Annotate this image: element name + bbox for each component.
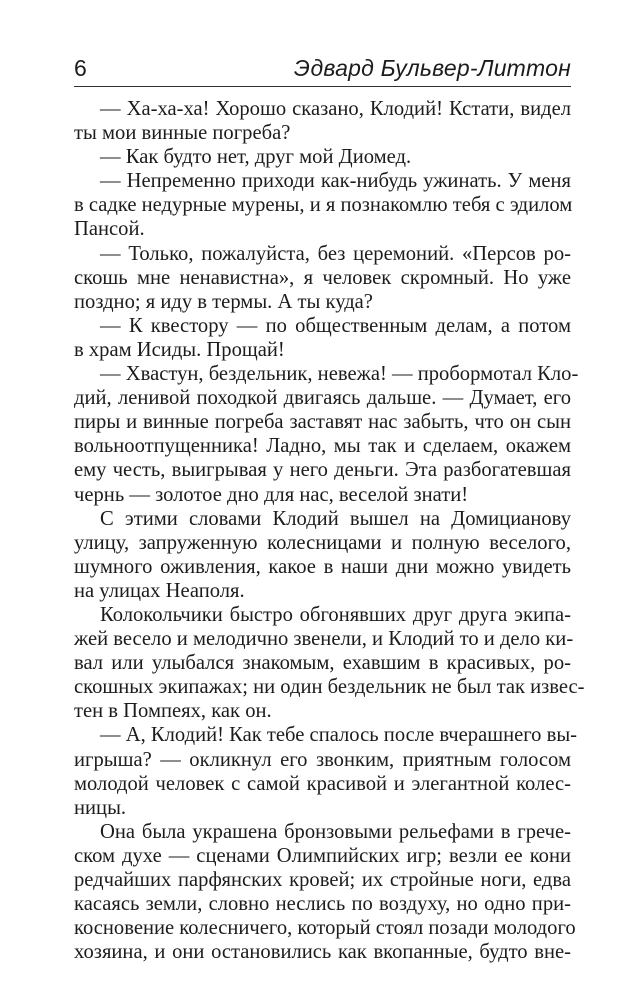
body-text (74, 97, 585, 964)
text-line: С этими словами Клодий вышел на Домицианову (100, 507, 571, 530)
paragraph (74, 242, 571, 314)
text-line: ницы. (74, 796, 127, 819)
text-line: вольноотпущенника! Ладно, мы так и сделаем, окажем (74, 435, 571, 458)
running-title: Эдвард Бульвер-Литтон (293, 55, 571, 81)
paragraph (74, 145, 571, 169)
text-line: — К квестору — по общественным делам, а потом (100, 314, 571, 337)
text-line: Она была украшена бронзовыми рельефами в грече- (100, 820, 571, 843)
text-line: тен в Помпеях, как он. (74, 700, 272, 723)
text-line: — Непременно приходи как-нибудь ужинать. У меня (100, 170, 571, 193)
text-line: — Хвастун, бездельник, невежа! — пробормотал Кло- (100, 363, 579, 386)
text-line: хозяина, и они остановились как вкопанные, будто вне- (74, 941, 571, 964)
text-line: ты мои винные погреба? (74, 122, 291, 145)
text-line: вал или улыбался знакомым, ехавшим в красивых, ро- (74, 652, 571, 675)
paragraph (74, 169, 571, 241)
paragraph (74, 314, 571, 362)
text-line: Колокольчики быстро обгонявших друг друга экипа- (100, 603, 571, 626)
text-line: в садке недурные мурены, и я познакомлю тебя с эдилом (74, 194, 573, 217)
text-line: поздно; я иду в термы. А ты куда? (74, 290, 373, 313)
page-number: 6 (74, 55, 87, 81)
paragraph (74, 97, 571, 145)
text-line: пиры и винные погреба заставят нас забыть, что он сын (74, 411, 571, 434)
text-line: касаясь земли, словно неслись по воздуху, но одно при- (74, 893, 571, 916)
paragraph (74, 723, 578, 819)
text-line: жей весело и мелодично звенели, и Клодий то и дело ки- (74, 628, 574, 651)
paragraph (74, 507, 571, 603)
text-line: редчайших парфянских кровей; их стройные ноги, едва (74, 869, 571, 891)
text-line: Пансой. (74, 218, 145, 241)
text-line: ему честь, выигрывая у него деньги. Эта разбогатевшая (74, 459, 571, 482)
text-line: скошных экипажах; ни один бездельник не был так извес- (74, 676, 585, 699)
text-line: скошь мне ненавистна», я человек скромный. Но уже (74, 266, 571, 289)
text-line: косновение колесничего, который стоял позади молодого (74, 917, 576, 940)
paragraph (74, 603, 585, 723)
paragraph (74, 362, 579, 507)
text-line: — Ха-ха-ха! Хорошо сказано, Клодий! Кстати, видел (100, 98, 571, 120)
paragraph (74, 820, 576, 965)
page-header (74, 52, 571, 87)
text-line: игрыша? — окликнул его звонким, приятным голосом (74, 748, 571, 771)
text-line: на улицах Неаполя. (74, 579, 245, 602)
text-line: молодой человек с самой красивой и элегантной колес- (74, 772, 571, 795)
text-line: — Только, пожалуйста, без церемоний. «Персов ро- (100, 242, 571, 265)
text-line: дий, ленивой походкой двигаясь дальше. — Думает, его (74, 387, 571, 410)
text-line: — А, Клодий! Как тебе спалось после вчерашнего вы- (100, 724, 578, 747)
text-line: — Как будто нет, друг мой Диомед. (100, 146, 412, 169)
text-line: ском духе — сценами Олимпийских игр; везли ее кони (74, 844, 571, 867)
text-line: улицу, запруженную колесницами и полную веселого, (74, 531, 571, 554)
text-line: шумного оживления, какое в наши дни можно увидеть (74, 555, 571, 578)
text-line: чернь — золотое дно для нас, веселой знати! (74, 483, 469, 506)
text-line: в храм Исиды. Прощай! (74, 338, 285, 361)
